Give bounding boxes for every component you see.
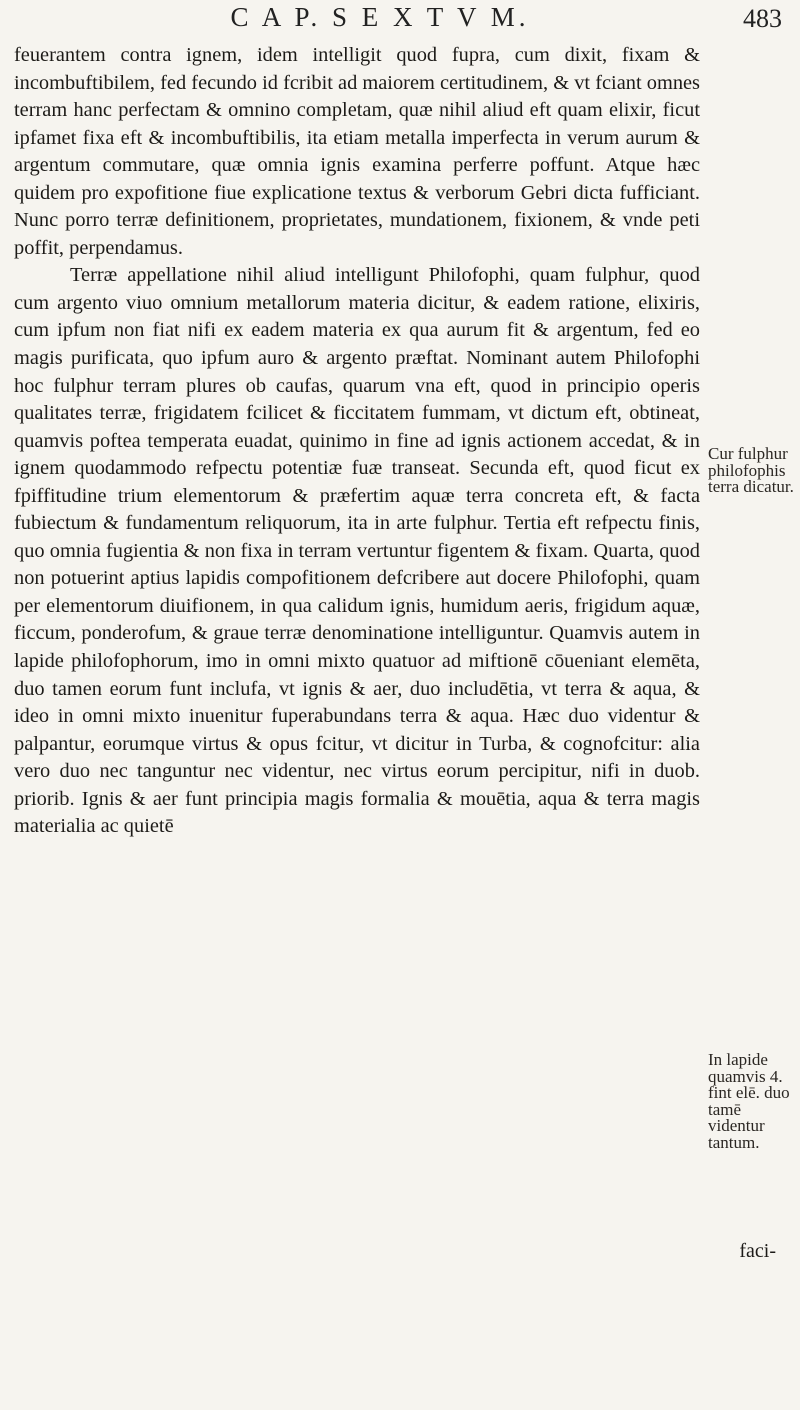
main-text-block	[14, 42, 700, 841]
catchword: faci-	[739, 1240, 776, 1262]
page-header	[0, 2, 800, 38]
page-number: 483	[743, 4, 782, 33]
margin-note: Cur fulphur philofophis terra dicatur.	[708, 444, 794, 496]
running-head: C A P. S E X T V M.	[230, 2, 530, 32]
paragraph: feuerantem contra ignem, idem intelligit quod fupra, cum dixit, fixam & incombuftibilem, fed fecundo id fcribit ad maiorem certitudinem, & vt fciant omnes terram hanc perfectam & omnino completam, quæ nihil aliud eft quam elixir, ficut ipfamet fixa eft & incombuftibilis, ita etiam metalla imperfecta in verum aurum & argentum commutare, quæ omnia ignis examina perferre poffunt. Atque hæc quidem pro expofitione fiue explicatione textus & verborum Gebri dicta fufficiant. Nunc porro terræ definitionem, proprietates, mundationem, fixionem, & vnde peti poffit, perpendamus.	[14, 44, 700, 259]
margin-note: In lapide quamvis 4. fint elē. duo tamē videntur tantum.	[708, 1050, 790, 1152]
paragraph: Terræ appellatione nihil aliud intelligunt Philofophi, quam fulphur, quod cum argento viuo omnium metallorum materia dicitur, & eadem ratione, elixiris, cum ipfum non fiat nifi ex eadem materia ex qua aurum fit & argentum, fed eo magis purificata, quo ipfum auro & argento præftat. Nominant autem Philofophi hoc fulphur terram plures ob caufas, quarum vna eft, quod in principio operis qualitates terræ, frigidatem fcilicet & ficcitatem fummam, vt dictum eft, obtineat, quamvis poftea temperata euadat, quinimo in fine ad ignis actionem accedat, & in ignem quodammodo refpectu potentiæ fuæ transeat. Secunda eft, quod ficut ex fpiffitudine trium elementorum & præfertim aquæ terra concreta eft, & facta fubiectum & fundamentum reliquorum, ita in arte fulphur. Tertia eft refpectu finis, quo omnia fugientia & non fixa in terram vertuntur figentem & fixam. Quarta, quod non potuerint aptius lapidis compofitionem defcribere aut docere Philofophi, quam per elementorum diuifionem, in qua calidum ignis, humidum aeris, frigidum aquæ, ficcum, ponderofum, & graue terræ denominatione intelliguntur. Quamvis autem in lapide philofophorum, imo in omni mixto quatuor ad miftionē cōueniant elemēta, duo tamen eorum funt inclufa, vt ignis & aer, duo includētia, vt terra & aqua, & ideo in omni mixto inuenitur fuperabundans terra & aqua. Hæc duo videntur & palpantur, eorumque virtus & opus fcitur, vt dicitur in Turba, & cognofcitur: alia vero duo nec tanguntur nec videntur, nec virtus eorum percipitur, nifi in duob. priorib. Ignis & aer funt principia magis formalia & mouētia, aqua & terra magis materialia ac quietē	[14, 264, 700, 838]
